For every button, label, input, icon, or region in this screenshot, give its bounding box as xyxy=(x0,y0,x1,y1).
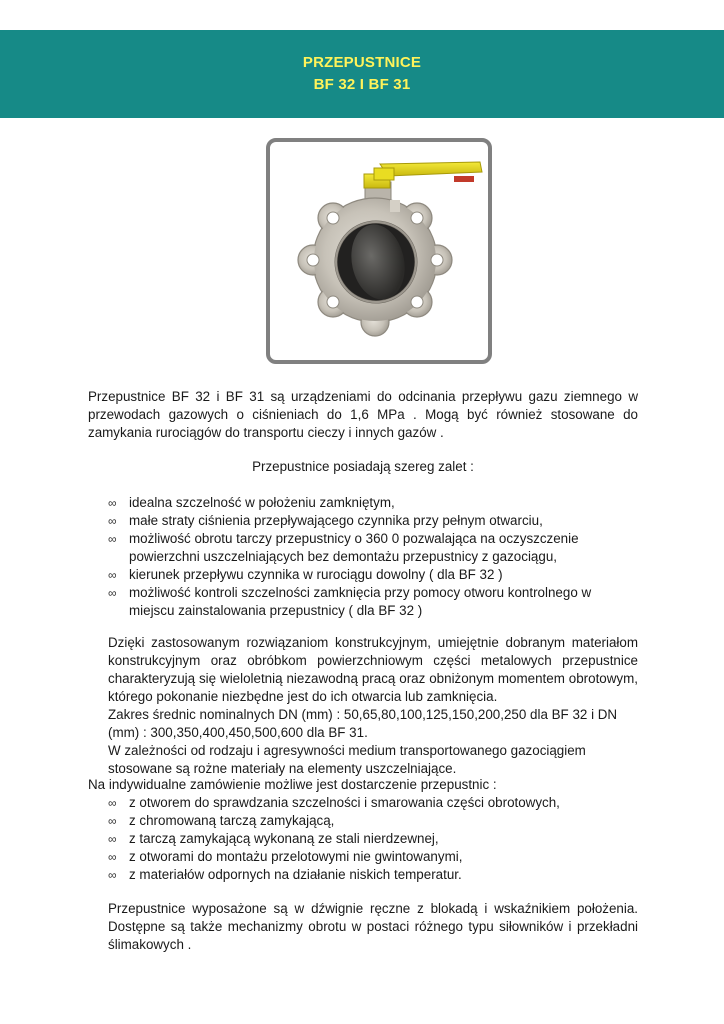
custom-options-list xyxy=(108,794,628,884)
list-item: ∞ kierunek przepływu czynnika w rurociągu dowolny ( dla BF 32 ) xyxy=(108,567,503,582)
materials-paragraph: W zależności od rodzaju i agresywności medium transportowanego gazociągiem stosowane są rożne materiały na elementy uszczelniające. xyxy=(108,743,586,776)
butterfly-valve-photo-icon xyxy=(270,142,488,360)
infinity-bullet-icon: ∞ xyxy=(108,568,117,582)
advantages-heading: Przepustnice posiadają szereg zalet : xyxy=(252,459,474,474)
description-block xyxy=(108,634,638,778)
title-line-1: PRZEPUSTNICE xyxy=(302,54,422,71)
infinity-bullet-icon: ∞ xyxy=(108,814,117,828)
list-item: ∞ z otworami do montażu przelotowymi nie gwintowanymi, xyxy=(108,849,463,864)
closing-paragraph: Przepustnice wyposażone są w dźwignie ręczne z blokadą i wskaźnikiem położenia. Dostępne są także mechanizmy obrotu w postaci różnego typu siłowników i przekładni ślimakowych . xyxy=(108,901,638,952)
diameters-paragraph: Zakres średnic nominalnych DN (mm) : 50,65,80,100,125,150,200,250 dla BF 32 i DN (mm) : 300,350,400,450,500,600 dla BF 31. xyxy=(108,707,618,740)
list-item: ∞ z tarczą zamykającą wykonaną ze stali nierdzewnej, xyxy=(108,831,439,846)
list-item: ∞ małe straty ciśnienia przepływającego czynnika przy pełnym otwarciu, xyxy=(108,513,543,528)
advantages-list xyxy=(108,494,608,620)
list-item: ∞ idealna szczelność w położeniu zamkniętym, xyxy=(108,495,395,510)
product-photo-frame xyxy=(266,138,492,364)
list-item: ∞ z materiałów odpornych na działanie niskich temperatur. xyxy=(108,867,462,882)
intro-paragraph: Przepustnice BF 32 i BF 31 są urządzeniami do odcinania przepływu gazu ziemnego w przewodach gazowych o ciśnieniach do 1,6 MPa . Mogą być również stosowane do zamykania rurociągów do transportu cieczy i innych gazów . xyxy=(88,389,638,440)
construction-paragraph: Dzięki zastosowanym rozwiązaniom konstrukcyjnym, umiejętnie dobranym materiałom konstrukcyjnym oraz obróbkom powierzchniowym części metalowych przepustnice charakteryzują się wieloletnią niezawodną pracą oraz obniżonym momentem obrotowym, którego pokonanie niezbędne jest do ich otwarcia lub zamknięcia. xyxy=(108,635,638,704)
infinity-bullet-icon: ∞ xyxy=(108,586,117,600)
header-banner xyxy=(0,30,724,118)
infinity-bullet-icon: ∞ xyxy=(108,496,117,510)
list-item: ∞ z chromowaną tarczą zamykającą, xyxy=(108,813,335,828)
infinity-bullet-icon: ∞ xyxy=(108,532,117,546)
infinity-bullet-icon: ∞ xyxy=(108,868,117,882)
list-item: ∞ z otworem do sprawdzania szczelności i smarowania części obrotowych, xyxy=(108,795,560,810)
infinity-bullet-icon: ∞ xyxy=(108,832,117,846)
list-item: ∞ możliwość obrotu tarczy przepustnicy o 360 0 pozwalająca na oczyszczenie powierzchni uszczelniających bez demontażu przepustnicy z gazociągu, xyxy=(108,531,579,564)
title-line-2: BF 32 I BF 31 xyxy=(313,76,411,93)
infinity-bullet-icon: ∞ xyxy=(108,850,117,864)
list-item: ∞ możliwość kontroli szczelności zamknięcia przy pomocy otworu kontrolnego w miejscu zainstalowania przepustnicy ( dla BF 32 ) xyxy=(108,585,592,618)
custom-order-heading: Na indywidualne zamówienie możliwe jest dostarczenie przepustnic : xyxy=(88,777,497,792)
infinity-bullet-icon: ∞ xyxy=(108,796,117,810)
infinity-bullet-icon: ∞ xyxy=(108,514,117,528)
